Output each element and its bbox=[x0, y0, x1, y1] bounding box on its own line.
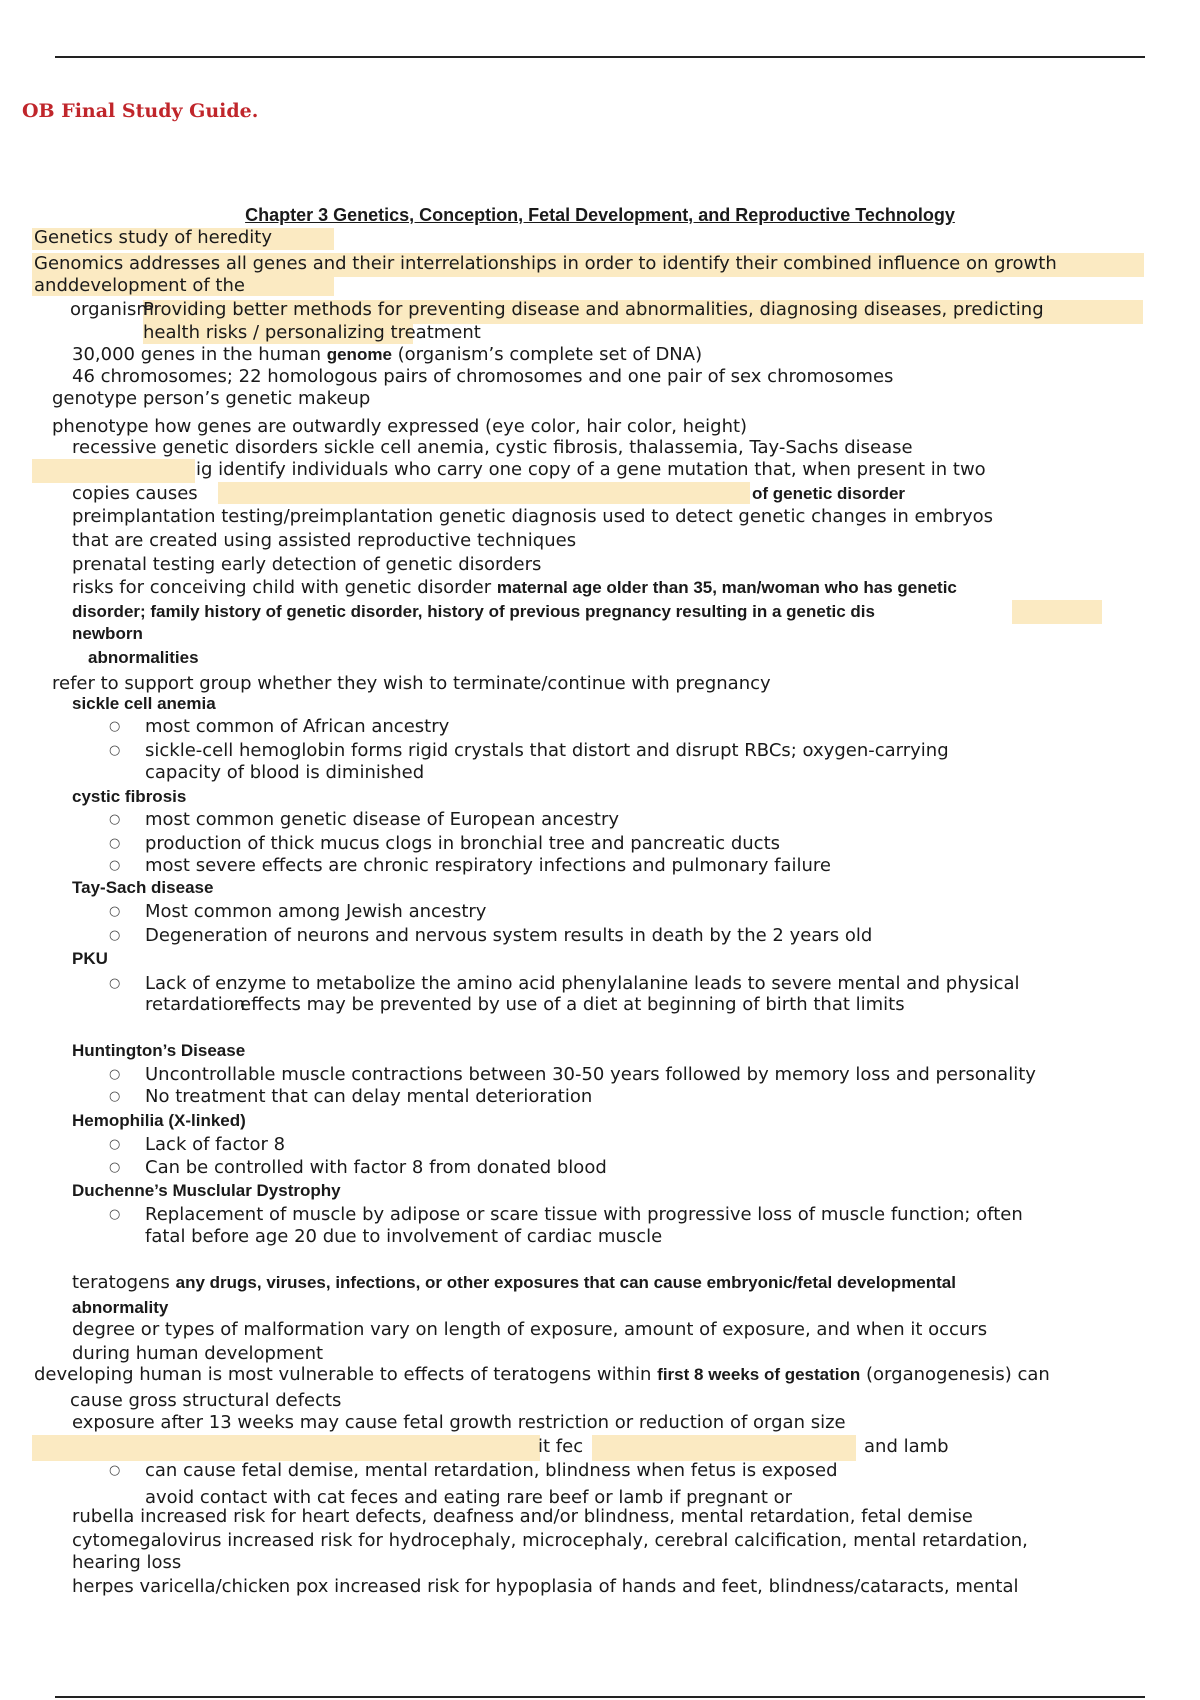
text-line: Providing better methods for preventing disease and abnormalities, diagnosing diseases, predicting bbox=[143, 299, 1044, 320]
text-line: recessive genetic disorders sickle cell anemia, cystic fibrosis, thalassemia, Tay-Sachs disease bbox=[72, 437, 913, 458]
list-item: Lack of factor 8 bbox=[145, 1134, 286, 1155]
text-fragment: genes bbox=[140, 344, 196, 365]
text-fragment: effects may be prevented by use of a diet at beginning of birth that limits bbox=[240, 994, 905, 1015]
text-line: abnormalities bbox=[88, 648, 199, 667]
list-item: retardation bbox=[145, 994, 246, 1015]
text-line: degree or types of malformation vary on length of exposure, amount of exposure, and when it occurs bbox=[72, 1319, 988, 1340]
top-rule bbox=[55, 56, 1145, 58]
text-line: health risks / personalizing treatment bbox=[143, 322, 481, 343]
text-line: preimplantation testing/preimplantation genetic diagnosis used to detect genetic changes in embryos bbox=[72, 506, 994, 527]
text-line: during human development bbox=[72, 1343, 324, 1364]
bullet-icon: ○ bbox=[109, 719, 121, 734]
text-line: herpes varicella/chicken pox increased risk for hypoplasia of hands and feet, blindness/cataracts, mental bbox=[72, 1576, 1019, 1597]
bottom-rule bbox=[55, 1696, 1145, 1698]
text-line: disorder; family history of genetic disorder, history of previous pregnancy resulting in a genetic dis bbox=[72, 602, 875, 621]
text-line: ig identify individuals who carry one copy of a gene mutation that, when present in two bbox=[196, 459, 986, 480]
text-fragment: in the human bbox=[195, 344, 327, 365]
text-line: and lamb bbox=[864, 1436, 949, 1457]
bullet-icon: ○ bbox=[109, 1137, 121, 1152]
text-line: anddevelopment of the bbox=[34, 275, 245, 296]
list-item: Replacement of muscle by adipose or scare tissue with progressive loss of muscle function; often bbox=[145, 1204, 1023, 1225]
chapter-heading: Chapter 3 Genetics, Conception, Fetal Development, and Reproductive Technology bbox=[245, 205, 955, 225]
text-fragment: 30,000 bbox=[72, 344, 135, 365]
text-line: abnormality bbox=[72, 1298, 169, 1317]
list-item: fatal before age 20 due to involvement of cardiac muscle bbox=[145, 1226, 663, 1247]
text-line: rubella increased risk for heart defects, deafness and/or blindness, mental retardation, fetal demise bbox=[72, 1506, 973, 1527]
text-line: hearing loss bbox=[72, 1552, 182, 1573]
highlight-box bbox=[592, 1435, 856, 1461]
text-fragment: (organism’s complete set of DNA) bbox=[391, 344, 703, 365]
text-line bbox=[72, 577, 957, 599]
highlight-box bbox=[32, 1435, 540, 1461]
list-item bbox=[240, 994, 905, 1015]
list-item: can cause fetal demise, mental retardation, blindness when fetus is exposed bbox=[145, 1460, 838, 1481]
list-item: most common genetic disease of European ancestry bbox=[145, 809, 619, 830]
list-item: Lack of enzyme to metabolize the amino acid phenylalanine leads to severe mental and physical bbox=[145, 973, 1020, 994]
section-title: Duchenne’s Musclular Dystrophy bbox=[72, 1181, 341, 1200]
list-item: Can be controlled with factor 8 from donated blood bbox=[145, 1157, 607, 1178]
bullet-icon: ○ bbox=[109, 858, 121, 873]
text-fragment: avoid contact with cat feces and eating rare beef or lamb if pregnant or bbox=[145, 1487, 793, 1508]
list-item: capacity of blood is diminished bbox=[145, 762, 425, 783]
bullet-icon: ○ bbox=[109, 976, 121, 991]
text-line: Genetics study of heredity bbox=[34, 227, 272, 248]
text-line: cytomegalovirus increased risk for hydrocephaly, microcephaly, cerebral calcification, mental retardation, bbox=[72, 1530, 1028, 1551]
text-line: copies causes bbox=[72, 483, 198, 504]
text-fragment: (organogenesis) can bbox=[860, 1364, 1050, 1385]
text-line: it fec bbox=[538, 1436, 584, 1457]
text-fragment: risks for conceiving child with genetic disorder bbox=[72, 577, 497, 598]
text-line: cause gross structural defects bbox=[70, 1390, 342, 1411]
text-line: newborn bbox=[72, 624, 143, 643]
text-line: exposure after 13 weeks may cause fetal growth restriction or reduction of organ size bbox=[72, 1412, 846, 1433]
text-line: Genomics addresses all genes and their interrelationships in order to identify their combined influence on growth bbox=[34, 253, 1057, 274]
bullet-icon: ○ bbox=[109, 1207, 121, 1222]
bullet-icon: ○ bbox=[109, 1160, 121, 1175]
text-line: prenatal testing early detection of genetic disorders bbox=[72, 554, 542, 575]
section-title: Huntington’s Disease bbox=[72, 1041, 246, 1060]
text-fragment: any drugs, viruses, infections, or other exposures that can cause embryonic/fetal developmental bbox=[175, 1273, 956, 1292]
section-title: Hemophilia (X-linked) bbox=[72, 1111, 246, 1130]
section-title: Tay-Sach disease bbox=[72, 878, 214, 897]
text-fragment: maternal age older than 35, man/woman who has genetic bbox=[496, 578, 957, 597]
text-line: refer to support group whether they wish to terminate/continue with pregnancy bbox=[52, 673, 771, 694]
list-item: Degeneration of neurons and nervous system results in death by the 2 years old bbox=[145, 925, 873, 946]
list-item bbox=[145, 1487, 793, 1508]
text-fragment: first 8 weeks of gestation bbox=[657, 1365, 861, 1384]
text-fragment: health risks bbox=[143, 322, 248, 343]
text-line bbox=[72, 1272, 956, 1294]
text-line: genotype person’s genetic makeup bbox=[52, 388, 371, 409]
list-item: sickle-cell hemoglobin forms rigid crystals that distort and disrupt RBCs; oxygen-carrying bbox=[145, 740, 949, 761]
highlight-box bbox=[32, 459, 195, 483]
text-line: that are created using assisted reproductive techniques bbox=[72, 530, 577, 551]
text-fragment: teratogens bbox=[72, 1272, 176, 1293]
section-title: cystic fibrosis bbox=[72, 787, 187, 806]
bullet-icon: ○ bbox=[109, 1463, 121, 1478]
text-line bbox=[72, 344, 702, 366]
text-line: of genetic disorder bbox=[752, 484, 906, 503]
text-fragment: personalizing treatment bbox=[264, 322, 481, 343]
bullet-icon: ○ bbox=[109, 812, 121, 827]
list-item: production of thick mucus clogs in bronchial tree and pancreatic ducts bbox=[145, 833, 781, 854]
bullet-icon: ○ bbox=[109, 1067, 121, 1082]
section-title: PKU bbox=[72, 949, 108, 968]
bullet-icon: ○ bbox=[109, 928, 121, 943]
list-item: most common of African ancestry bbox=[145, 716, 450, 737]
text-fragment: developing human is most vulnerable to effects of teratogens within bbox=[34, 1364, 658, 1385]
highlight-box bbox=[1012, 600, 1102, 624]
bullet-icon: ○ bbox=[109, 904, 121, 919]
document-title: OB Final Study Guide. bbox=[22, 100, 259, 122]
text-line bbox=[34, 1364, 1050, 1386]
bullet-icon: ○ bbox=[109, 836, 121, 851]
list-item: Uncontrollable muscle contractions between 30-50 years followed by memory loss and personality bbox=[145, 1064, 1036, 1085]
bullet-icon: ○ bbox=[109, 1089, 121, 1104]
text-line: phenotype how genes are outwardly expressed (eye color, hair color, height) bbox=[52, 416, 748, 437]
list-item: most severe effects are chronic respiratory infections and pulmonary failure bbox=[145, 855, 831, 876]
list-item: No treatment that can delay mental deterioration bbox=[145, 1086, 593, 1107]
section-title: sickle cell anemia bbox=[72, 694, 216, 713]
list-item: Most common among Jewish ancestry bbox=[145, 901, 487, 922]
text-fragment: genome bbox=[326, 345, 392, 364]
bullet-icon: ○ bbox=[109, 743, 121, 758]
text-line: organism bbox=[70, 299, 154, 320]
text-line: 46 chromosomes; 22 homologous pairs of chromosomes and one pair of sex chromosomes bbox=[72, 366, 894, 387]
highlight-box bbox=[218, 482, 750, 504]
